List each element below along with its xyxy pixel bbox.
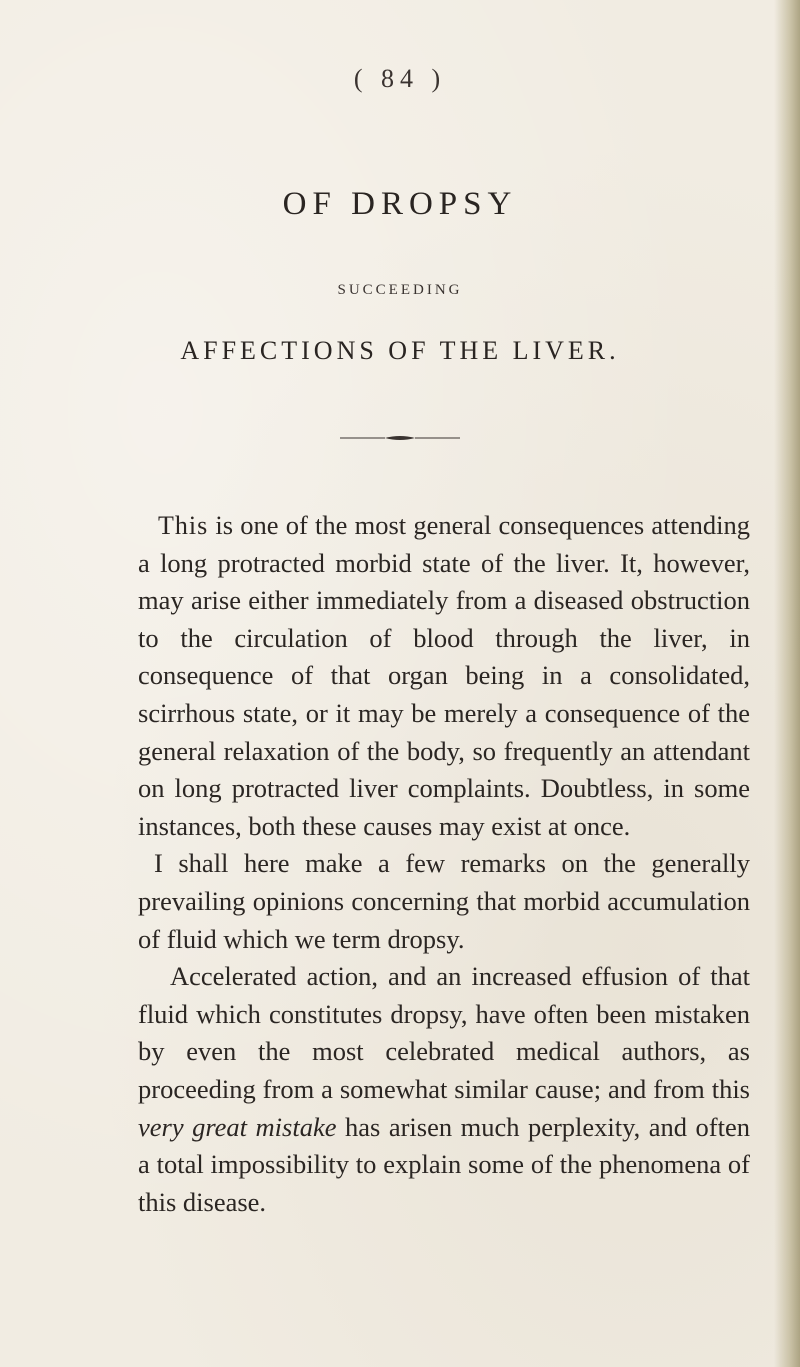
chapter-title: OF DROPSY bbox=[282, 186, 518, 222]
body-text bbox=[138, 507, 750, 1221]
paragraph-lead-word: This bbox=[158, 511, 209, 540]
paragraph-3-text-a: Accelerated action, and an increased effusion of that fluid which constitutes dropsy, have often been mistaken by even the most celebrated medical authors, as proceeding from a somewhat similar cause; and from this bbox=[138, 961, 750, 1104]
page-number: ( 84 ) bbox=[353, 64, 447, 93]
paragraph-3-emphasis: very great mistake bbox=[138, 1111, 337, 1142]
paragraph-3 bbox=[138, 958, 750, 1221]
chapter-subtitle: SUCCEEDING bbox=[337, 282, 463, 298]
paragraph-2: I shall here make a few remarks on the generally prevailing opinions concerning that morbid accumulation of fluid which we term dropsy. bbox=[138, 848, 750, 954]
chapter-heading: AFFECTIONS OF THE LIVER. bbox=[180, 336, 620, 365]
ornament-rule-icon bbox=[340, 435, 460, 441]
paragraph-3-text-b: has arisen much perplexity, and often a total impossibility to explain some of the phenomena of this disease. bbox=[138, 1111, 750, 1217]
paragraph-1 bbox=[138, 507, 750, 845]
paragraph-1-text: is one of the most general consequences attending a long protracted morbid state of the liver. It, however, may arise either immediately from a diseased obstruction to the circulation of blood through the liver, in consequence of that organ being in a consolidated, scirrhous state, or it may be merely a consequence of the general relaxation of the body, so frequently an attendant on long protracted liver complaints. Doubtless, in some instances, both these causes may exist at once. bbox=[138, 510, 750, 841]
